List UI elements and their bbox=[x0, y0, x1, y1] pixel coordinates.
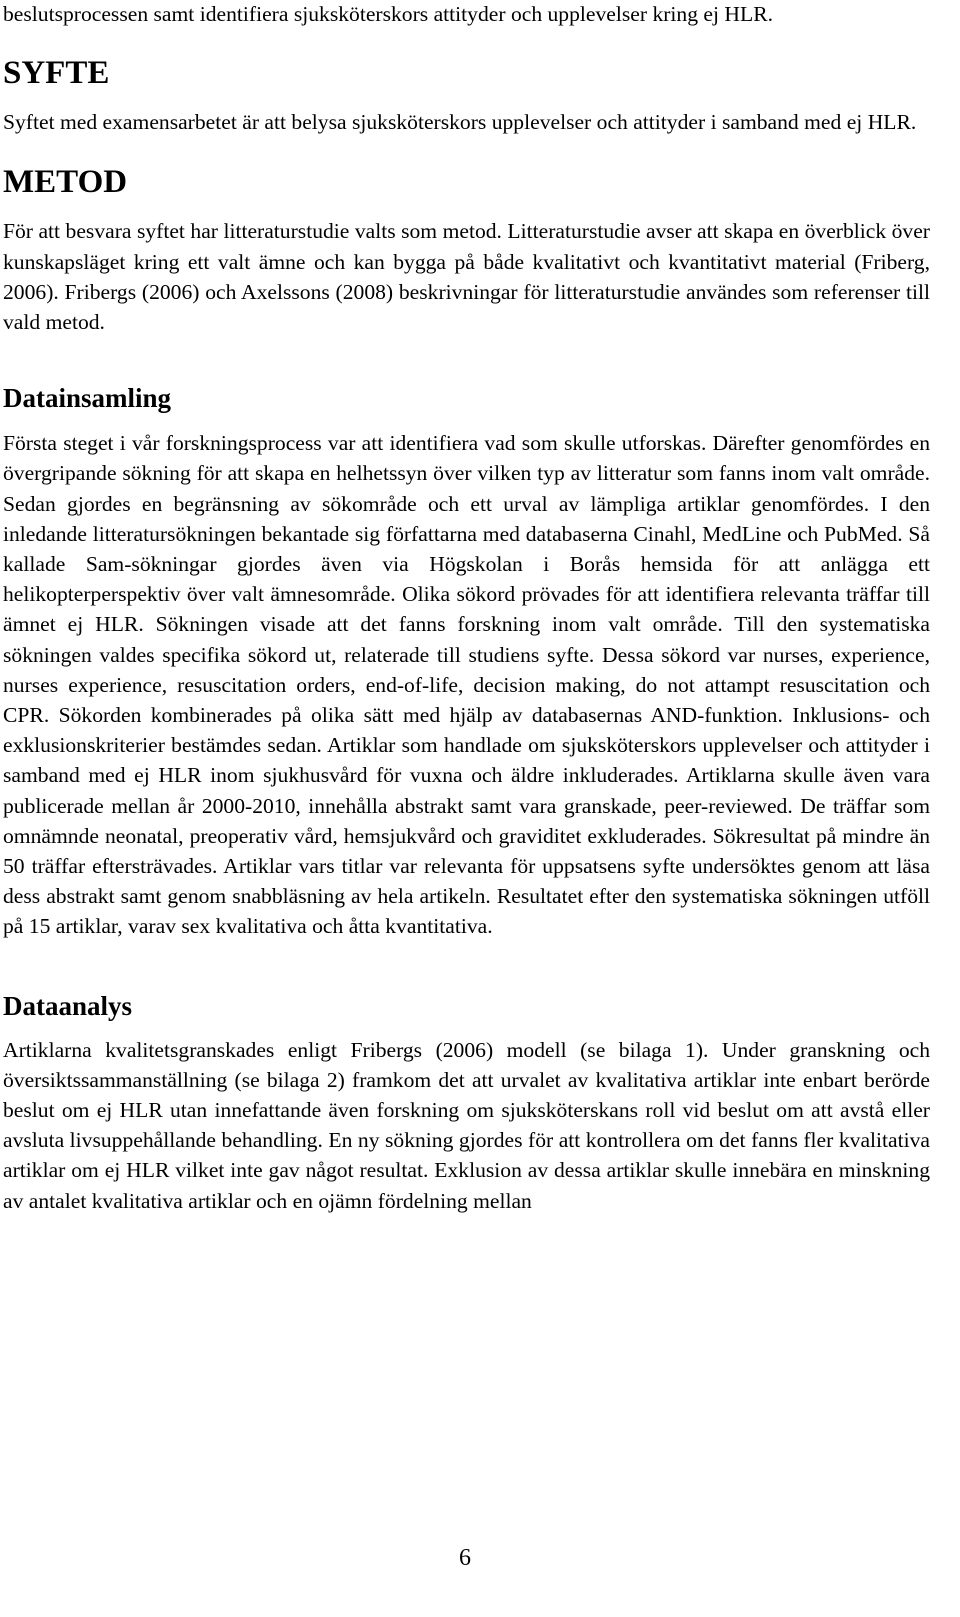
heading-dataanalys: Dataanalys bbox=[3, 990, 133, 1021]
metod-paragraph: För att besvara syftet har litteraturstudie valts som metod. Litteraturstudie avser att skapa en överblick över kunskapsläget kring ett valt ämne och kan bygga på både kvalitativt och kvantitativt material (Friberg, 2006). Fribergs (2006) och Axelssons (2008) beskrivningar för litteraturstudie användes som referenser till vald metod. bbox=[3, 219, 930, 335]
document-page bbox=[3, 0, 930, 1216]
dataanalys-paragraph: Artiklarna kvalitetsgranskades enligt Fribergs (2006) modell (se bilaga 1). Under granskning och översiktssammanställning (se bilaga 2) framkom det att urvalet av kvalitativa artiklar inte enbart berörde beslut om ej HLR utan innefattande även forskning om sjuksköterskans roll vid beslut om att avstå eller avsluta livsuppehållande behandling. En ny sökning gjordes för att kontrollera om det fanns fler kvalitativa artiklar om ej HLR vilket inte gav något resultat. Exklusion av dessa artiklar skulle innebära en minskning av antalet kvalitativa artiklar och en ojämn fördelning mellan bbox=[3, 1037, 930, 1213]
datainsamling-paragraph: Första steget i vår forskningsprocess var att identifiera vad som skulle utforskas. Därefter genomfördes en övergripande sökning för att skapa en helhetssyn över vilken typ av litteratur som fanns inom valt område. Sedan gjordes en begränsning av sökområde och ett urval av lämpliga artiklar genomfördes. I den inledande litteratursökningen bekantade sig författarna med databaserna Cinahl, MedLine och PubMed. Så kallade Sam-sökningar gjordes även via Högskolan i Borås hemsida för att anlägga ett helikopterperspektiv över valt ämnesområde. Olika sökord prövades för att identifiera relevanta träffar till ämnet ej HLR. Sökningen visade att det fanns forskning inom valt område. Till den systematiska sökningen valdes specifika sökord ut, relaterade till studiens syfte. Dessa sökord var nurses, experience, nurses experience, resuscitation orders, end-of-life, decision making, do not attampt resuscitation och CPR. Sökorden kombinerades på olika sätt med hjälp av databasernas AND-funktion. Inklusions- och exklusionskriterier bestämdes sedan. Artiklar som handlade om sjuksköterskors upplevelser och attityder i samband med ej HLR inom sjukhusvård för vuxna och äldre inkluderades. Artiklarna skulle även vara publicerade mellan år 2000-2010, innehålla abstrakt samt vara granskade, peer-reviewed. De träffar som omnämnde neonatal, preoperativ vård, hemsjukvård och graviditet exkluderades. Sökresultat på mindre än 50 träffar eftersträvades. Artiklar vars titlar var relevanta för uppsatsens syfte undersöktes genom att läsa dess abstrakt samt genom snabbläsning av hela artikeln. Resultatet efter den systematiska sökningen utföll på 15 artiklar, varav sex kvalitativa och åtta kvantitativa. bbox=[3, 431, 930, 939]
syfte-paragraph: Syftet med examensarbetet är att belysa sjuksköterskors upplevelser och attityder i samband med ej HLR. bbox=[3, 110, 917, 135]
heading-syfte: SYFTE bbox=[3, 55, 110, 92]
page-number: 6 bbox=[459, 1545, 471, 1571]
heading-metod: METOD bbox=[3, 164, 128, 201]
heading-datainsamling: Datainsamling bbox=[3, 383, 172, 414]
intro-paragraph: beslutsprocessen samt identifiera sjuksköterskors attityder och upplevelser kring ej HLR. bbox=[3, 2, 773, 26]
